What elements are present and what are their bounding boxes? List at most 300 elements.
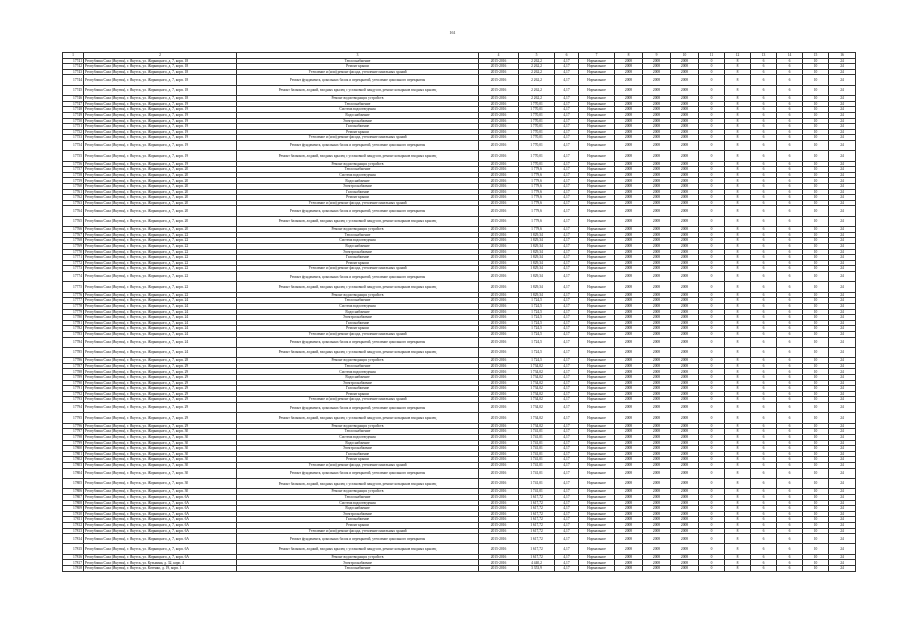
value-cell: 10 (803, 260, 829, 266)
value-cell: 6 (751, 413, 777, 423)
value-cell: 10 (803, 178, 829, 184)
value-cell: 10 (803, 566, 829, 572)
row-number: 17742 (63, 64, 84, 70)
condition-cell: Нормальное (579, 69, 615, 75)
value-cell: 6 (751, 101, 777, 107)
value-cell: 6 (751, 238, 777, 244)
value-cell: 10 (803, 184, 829, 190)
row-number: 17770 (63, 249, 84, 255)
address-cell: Республика Саха (Якутия), г. Якутск, ул. Жорницкого, д. 7, корп. 30 (84, 457, 237, 463)
condition-cell: Нормальное (579, 112, 615, 118)
value-cell: 6 (751, 380, 777, 386)
work-type-cell: Ремонт фундамента, цокольных балок и перекрытий, утепление цокольного перекрытия (237, 534, 479, 544)
condition-cell: Нормальное (579, 172, 615, 178)
value-cell: 0 (699, 511, 725, 517)
value-cell: 6 (751, 326, 777, 332)
value-cell: 6 (777, 238, 803, 244)
row-number: 17759 (63, 178, 84, 184)
value-cell: 6 (751, 249, 777, 255)
value-cell: 6 (777, 161, 803, 167)
condition-cell: Нормальное (579, 522, 615, 528)
value-cell: 6 (777, 358, 803, 364)
value-cell: 8 (725, 347, 751, 357)
value-cell: 6 (751, 446, 777, 452)
year-cell: 2008 (671, 423, 699, 429)
value-cell: 24 (829, 386, 856, 392)
column-number: 3 (237, 53, 479, 59)
value-cell: 6 (751, 386, 777, 392)
value-cell: 0 (699, 506, 725, 512)
value-cell: 24 (829, 227, 856, 233)
value-cell: 0 (699, 167, 725, 173)
value-cell: 8 (725, 517, 751, 523)
column-number: 6 (555, 53, 579, 59)
year-cell: 2008 (671, 506, 699, 512)
row-number: 17784 (63, 337, 84, 347)
row-number: 17795 (63, 413, 84, 423)
year-cell: 2008 (615, 506, 643, 512)
year-cell: 2008 (643, 232, 671, 238)
value-cell: 8 (725, 566, 751, 572)
year-cell: 2008 (671, 260, 699, 266)
work-type-cell: Утепление и (или) ремонт фасада, утепление панельных зданий (237, 135, 479, 141)
value-cell: 6 (777, 369, 803, 375)
row-number: 17755 (63, 151, 84, 161)
rate-cell: 4,17 (555, 386, 579, 392)
year-cell: 2008 (671, 124, 699, 130)
value-cell: 8 (725, 266, 751, 272)
value-cell: 6 (777, 544, 803, 554)
value-cell: 0 (699, 129, 725, 135)
area-cell: 1 734,02 (519, 386, 555, 392)
address-cell: Республика Саха (Якутия), г. Якутск, ул. Жорницкого, д. 7, корп. 6А (84, 534, 237, 544)
value-cell: 8 (725, 522, 751, 528)
value-cell: 6 (751, 478, 777, 488)
value-cell: 8 (725, 429, 751, 435)
year-cell: 2008 (671, 200, 699, 206)
value-cell: 6 (777, 391, 803, 397)
value-cell: 6 (751, 282, 777, 292)
address-cell: Республика Саха (Якутия), г. Якутск, ул. Жорницкого, д. 7, корп. 30 (84, 478, 237, 488)
address-cell: Республика Саха (Якутия), г. Якутск, ул. Жорницкого, д. 7, корп. 19 (84, 135, 237, 141)
year-cell: 2008 (671, 451, 699, 457)
year-cell: 2008 (671, 440, 699, 446)
rate-cell: 4,17 (555, 151, 579, 161)
period-cell: 2015-2016 (479, 413, 519, 423)
value-cell: 6 (777, 457, 803, 463)
year-cell: 2008 (615, 167, 643, 173)
year-cell: 2008 (615, 124, 643, 130)
table-row (63, 271, 856, 281)
area-cell: 1 734,02 (519, 363, 555, 369)
value-cell: 0 (699, 369, 725, 375)
value-cell: 6 (751, 178, 777, 184)
work-type-cell: Система водоотведения (237, 107, 479, 113)
value-cell: 6 (751, 216, 777, 226)
address-cell: Республика Саха (Якутия), г. Якутск, ул. Жорницкого, д. 7, корп. 18 (84, 96, 237, 102)
condition-cell: Нормальное (579, 216, 615, 226)
year-cell: 2008 (671, 380, 699, 386)
value-cell: 0 (699, 347, 725, 357)
year-cell: 2008 (643, 358, 671, 364)
value-cell: 0 (699, 238, 725, 244)
work-type-cell: Ремонт фундамента, цокольных балок и перекрытий, утепление цокольного перекрытия (237, 468, 479, 478)
value-cell: 24 (829, 64, 856, 70)
period-cell: 2015-2016 (479, 397, 519, 403)
value-cell: 6 (777, 206, 803, 216)
work-type-cell: Система водоотведения (237, 172, 479, 178)
year-cell: 2008 (615, 227, 643, 233)
year-cell: 2008 (671, 522, 699, 528)
value-cell: 6 (777, 112, 803, 118)
value-cell: 6 (777, 337, 803, 347)
value-cell: 6 (751, 347, 777, 357)
value-cell: 0 (699, 468, 725, 478)
value-cell: 10 (803, 380, 829, 386)
value-cell: 24 (829, 118, 856, 124)
value-cell: 10 (803, 440, 829, 446)
value-cell: 0 (699, 271, 725, 281)
rate-cell: 4,17 (555, 309, 579, 315)
year-cell: 2008 (671, 566, 699, 572)
value-cell: 6 (777, 489, 803, 495)
year-cell: 2008 (615, 397, 643, 403)
table-row (63, 85, 856, 95)
row-number: 17785 (63, 347, 84, 357)
area-cell: 1 770,01 (519, 118, 555, 124)
table-row (63, 566, 856, 572)
year-cell: 2008 (671, 151, 699, 161)
value-cell: 0 (699, 249, 725, 255)
year-cell: 2008 (643, 462, 671, 468)
value-cell: 6 (751, 462, 777, 468)
value-cell: 6 (751, 195, 777, 201)
value-cell: 6 (777, 528, 803, 534)
area-cell: 4 440,2 (519, 560, 555, 566)
condition-cell: Нормальное (579, 249, 615, 255)
condition-cell: Нормальное (579, 161, 615, 167)
area-cell: 2 262,2 (519, 58, 555, 64)
work-type-cell: Газоснабжение (237, 320, 479, 326)
address-cell: Республика Саха (Якутия), г. Якутск, ул. Жорницкого, д. 7, корп. 24 (84, 298, 237, 304)
value-cell: 6 (777, 232, 803, 238)
row-number: 17812 (63, 522, 84, 528)
value-cell: 6 (751, 266, 777, 272)
rate-cell: 4,17 (555, 522, 579, 528)
value-cell: 24 (829, 151, 856, 161)
period-cell: 2015-2016 (479, 326, 519, 332)
work-type-cell: Утепление и (или) ремонт фасада, утепление панельных зданий (237, 331, 479, 337)
row-number: 17743 (63, 69, 84, 75)
condition-cell: Нормальное (579, 566, 615, 572)
column-number: 15 (803, 53, 829, 59)
work-type-cell: Ремонт фундамента, цокольных балок и перекрытий, утепление цокольного перекрытия (237, 337, 479, 347)
work-type-cell: Ремонт водоотводящих устройств (237, 96, 479, 102)
value-cell: 6 (777, 375, 803, 381)
value-cell: 6 (751, 75, 777, 85)
value-cell: 0 (699, 331, 725, 337)
value-cell: 8 (725, 195, 751, 201)
period-cell: 2015-2016 (479, 500, 519, 506)
year-cell: 2008 (643, 446, 671, 452)
condition-cell: Нормальное (579, 303, 615, 309)
area-cell: 1 724,5 (519, 326, 555, 332)
value-cell: 6 (751, 172, 777, 178)
period-cell: 2015-2016 (479, 429, 519, 435)
row-number: 17762 (63, 195, 84, 201)
condition-cell: Нормальное (579, 500, 615, 506)
work-type-cell: Ремонт водоотводящих устройств (237, 161, 479, 167)
year-cell: 2008 (615, 534, 643, 544)
address-cell: Республика Саха (Якутия), г. Якутск, ул. Жорницкого, д. 7, корп. 22 (84, 282, 237, 292)
value-cell: 10 (803, 309, 829, 315)
value-cell: 0 (699, 544, 725, 554)
value-cell: 8 (725, 96, 751, 102)
value-cell: 24 (829, 85, 856, 95)
value-cell: 6 (777, 560, 803, 566)
address-cell: Республика Саха (Якутия), г. Якутск, ул. Жорницкого, д. 7, корп. 30 (84, 435, 237, 441)
value-cell: 6 (777, 255, 803, 261)
value-cell: 6 (751, 423, 777, 429)
value-cell: 24 (829, 489, 856, 495)
period-cell: 2015-2016 (479, 184, 519, 190)
year-cell: 2008 (615, 528, 643, 534)
value-cell: 0 (699, 172, 725, 178)
value-cell: 6 (751, 315, 777, 321)
value-cell: 24 (829, 184, 856, 190)
year-cell: 2008 (671, 375, 699, 381)
value-cell: 8 (725, 511, 751, 517)
work-type-cell: Электроснабжение (237, 380, 479, 386)
period-cell: 2015-2016 (479, 462, 519, 468)
condition-cell: Нормальное (579, 528, 615, 534)
value-cell: 24 (829, 260, 856, 266)
row-number: 17765 (63, 216, 84, 226)
value-cell: 8 (725, 200, 751, 206)
column-number: 7 (579, 53, 615, 59)
year-cell: 2008 (643, 315, 671, 321)
year-cell: 2008 (643, 151, 671, 161)
row-number: 17806 (63, 489, 84, 495)
rate-cell: 4,17 (555, 544, 579, 554)
row-number: 17787 (63, 363, 84, 369)
value-cell: 0 (699, 478, 725, 488)
address-cell: Республика Саха (Якутия), г. Якутск, ул. Жорницкого, д. 7, корп. 22 (84, 255, 237, 261)
row-number: 17758 (63, 172, 84, 178)
year-cell: 2008 (643, 506, 671, 512)
value-cell: 6 (777, 451, 803, 457)
value-cell: 6 (751, 118, 777, 124)
column-number: 8 (615, 53, 643, 59)
value-cell: 6 (751, 554, 777, 560)
address-cell: Республика Саха (Якутия), г. Якутск, ул. Жорницкого, д. 7, корп. 6А (84, 500, 237, 506)
value-cell: 8 (725, 544, 751, 554)
value-cell: 0 (699, 189, 725, 195)
year-cell: 2008 (671, 478, 699, 488)
value-cell: 0 (699, 195, 725, 201)
value-cell: 6 (777, 423, 803, 429)
value-cell: 6 (751, 107, 777, 113)
area-cell: 1 770,01 (519, 112, 555, 118)
value-cell: 6 (751, 331, 777, 337)
value-cell: 24 (829, 506, 856, 512)
condition-cell: Нормальное (579, 124, 615, 130)
value-cell: 6 (751, 440, 777, 446)
row-number: 17748 (63, 107, 84, 113)
value-cell: 24 (829, 369, 856, 375)
year-cell: 2008 (671, 96, 699, 102)
area-cell: 1 779,6 (519, 227, 555, 233)
value-cell: 0 (699, 178, 725, 184)
period-cell: 2015-2016 (479, 206, 519, 216)
address-cell: Республика Саха (Якутия), г. Якутск, ул. Жорницкого, д. 7, корп. 18 (84, 85, 237, 95)
area-cell: 1 779,6 (519, 167, 555, 173)
value-cell: 0 (699, 151, 725, 161)
rate-cell: 4,17 (555, 249, 579, 255)
year-cell: 2008 (671, 244, 699, 250)
work-type-cell: Газоснабжение (237, 189, 479, 195)
value-cell: 6 (777, 135, 803, 141)
area-cell: 1 734,02 (519, 391, 555, 397)
period-cell: 2015-2016 (479, 468, 519, 478)
period-cell: 2015-2016 (479, 85, 519, 95)
value-cell: 0 (699, 255, 725, 261)
value-cell: 0 (699, 363, 725, 369)
year-cell: 2008 (615, 206, 643, 216)
year-cell: 2008 (671, 554, 699, 560)
rate-cell: 4,17 (555, 451, 579, 457)
value-cell: 0 (699, 446, 725, 452)
year-cell: 2008 (643, 282, 671, 292)
row-number: 17817 (63, 560, 84, 566)
address-cell: Республика Саха (Якутия), г. Якутск, ул. Жорницкого, д. 7, корп. 6А (84, 494, 237, 500)
area-cell: 1 734,02 (519, 413, 555, 423)
value-cell: 8 (725, 118, 751, 124)
row-number: 17752 (63, 129, 84, 135)
value-cell: 24 (829, 249, 856, 255)
address-cell: Республика Саха (Якутия), г. Якутск, ул. Жорницкого, д. 7, корп. 24 (84, 331, 237, 337)
address-cell: Республика Саха (Якутия), г. Якутск, ул. Котенко, д. 19, корп. 1 (84, 566, 237, 572)
address-cell: Республика Саха (Якутия), г. Якутск, ул. Жорницкого, д. 7, корп. 28 (84, 358, 237, 364)
year-cell: 2008 (671, 292, 699, 298)
address-cell: Республика Саха (Якутия), г. Якутск, ул. Жорницкого, д. 7, корп. 29 (84, 391, 237, 397)
value-cell: 24 (829, 135, 856, 141)
year-cell: 2008 (671, 206, 699, 216)
address-cell: Республика Саха (Якутия), г. Якутск, ул. Жорницкого, д. 7, корп. 30 (84, 451, 237, 457)
row-number: 17764 (63, 206, 84, 216)
value-cell: 0 (699, 266, 725, 272)
value-cell: 8 (725, 140, 751, 150)
year-cell: 2008 (615, 96, 643, 102)
year-cell: 2008 (671, 249, 699, 255)
address-cell: Республика Саха (Якутия), г. Якутск, ул. Кузьмина, д. 32, корп. 4 (84, 560, 237, 566)
work-type-cell: Теплоснабжение (237, 232, 479, 238)
year-cell: 2008 (643, 206, 671, 216)
area-cell: 2 262,2 (519, 85, 555, 95)
year-cell: 2008 (643, 178, 671, 184)
value-cell: 6 (751, 206, 777, 216)
area-cell: 1 779,6 (519, 200, 555, 206)
year-cell: 2008 (643, 413, 671, 423)
period-cell: 2015-2016 (479, 118, 519, 124)
value-cell: 24 (829, 107, 856, 113)
rate-cell: 4,17 (555, 397, 579, 403)
rate-cell: 4,17 (555, 184, 579, 190)
value-cell: 6 (751, 298, 777, 304)
year-cell: 2008 (615, 107, 643, 113)
value-cell: 10 (803, 326, 829, 332)
address-cell: Республика Саха (Якутия), г. Якутск, ул. Жорницкого, д. 7, корп. 19 (84, 151, 237, 161)
area-cell: 1 724,5 (519, 347, 555, 357)
row-number: 17805 (63, 478, 84, 488)
value-cell: 6 (751, 435, 777, 441)
value-cell: 6 (751, 64, 777, 70)
value-cell: 24 (829, 337, 856, 347)
value-cell: 6 (777, 386, 803, 392)
area-cell: 1 829,34 (519, 249, 555, 255)
period-cell: 2015-2016 (479, 135, 519, 141)
value-cell: 0 (699, 58, 725, 64)
area-cell: 1 617,72 (519, 494, 555, 500)
year-cell: 2008 (671, 429, 699, 435)
period-cell: 2015-2016 (479, 172, 519, 178)
row-number: 17760 (63, 184, 84, 190)
value-cell: 6 (751, 534, 777, 544)
work-type-cell: Водоснабжение (237, 375, 479, 381)
condition-cell: Нормальное (579, 260, 615, 266)
year-cell: 2008 (643, 64, 671, 70)
value-cell: 8 (725, 129, 751, 135)
value-cell: 0 (699, 451, 725, 457)
table-row (63, 534, 856, 544)
year-cell: 2008 (643, 554, 671, 560)
value-cell: 10 (803, 298, 829, 304)
condition-cell: Нормальное (579, 386, 615, 392)
value-cell: 8 (725, 135, 751, 141)
year-cell: 2008 (671, 489, 699, 495)
period-cell: 2015-2016 (479, 161, 519, 167)
value-cell: 6 (751, 124, 777, 130)
rate-cell: 4,17 (555, 227, 579, 233)
value-cell: 6 (777, 101, 803, 107)
address-cell: Республика Саха (Якутия), г. Якутск, ул. Жорницкого, д. 7, корп. 6А (84, 511, 237, 517)
work-type-cell: Теплоснабжение (237, 363, 479, 369)
value-cell: 24 (829, 206, 856, 216)
condition-cell: Нормальное (579, 178, 615, 184)
condition-cell: Нормальное (579, 271, 615, 281)
rate-cell: 4,17 (555, 435, 579, 441)
year-cell: 2008 (643, 107, 671, 113)
value-cell: 24 (829, 189, 856, 195)
value-cell: 24 (829, 101, 856, 107)
rate-cell: 4,17 (555, 266, 579, 272)
value-cell: 6 (777, 429, 803, 435)
year-cell: 2008 (643, 386, 671, 392)
year-cell: 2008 (671, 227, 699, 233)
value-cell: 8 (725, 101, 751, 107)
year-cell: 2008 (615, 511, 643, 517)
value-cell: 8 (725, 337, 751, 347)
address-cell: Республика Саха (Якутия), г. Якутск, ул. Жорницкого, д. 7, корп. 19 (84, 140, 237, 150)
row-number: 17783 (63, 331, 84, 337)
value-cell: 8 (725, 397, 751, 403)
value-cell: 8 (725, 560, 751, 566)
value-cell: 6 (777, 554, 803, 560)
year-cell: 2008 (643, 363, 671, 369)
year-cell: 2008 (643, 266, 671, 272)
value-cell: 0 (699, 528, 725, 534)
address-cell: Республика Саха (Якутия), г. Якутск, ул. Жорницкого, д. 7, корп. 22 (84, 232, 237, 238)
